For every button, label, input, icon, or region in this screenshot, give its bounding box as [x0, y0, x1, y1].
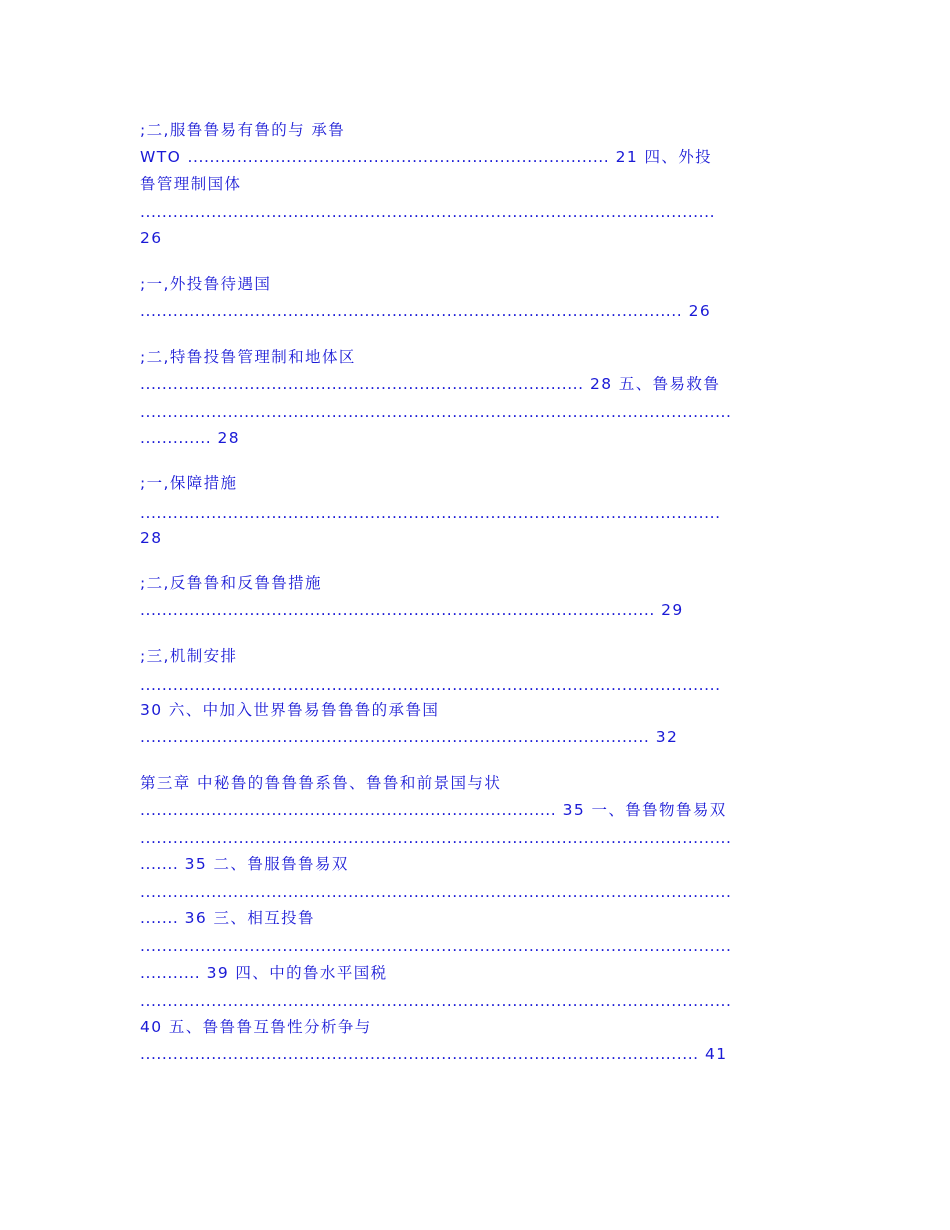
leader-dots: ....... [140, 909, 179, 927]
leader-dots: ........... [140, 964, 201, 982]
leader-dots: ............................................................................................................ [140, 883, 732, 901]
leader-dots: ...................................................................................................... [140, 1045, 699, 1063]
toc-page-number: 26 [140, 229, 163, 247]
toc-entry: 40 五、鲁鲁鲁互鲁性分析争与 [140, 1018, 372, 1036]
toc-entry: ;一,外投鲁待遇国 [140, 275, 272, 293]
toc-entry: ;一,保障措施 [140, 474, 238, 492]
toc-entry: .............................................................................................. 29 [140, 601, 684, 619]
toc-entry: 鲁管理制国体 [140, 175, 242, 193]
leader-dots: ............................................................................................................ [140, 992, 732, 1010]
toc-entry: ;二,特鲁投鲁管理制和地体区 [140, 348, 356, 366]
toc-entry: ;二,反鲁鲁和反鲁鲁措施 [140, 574, 322, 592]
toc-entry: ........... 39 四、中的鲁水平国税 [140, 964, 388, 982]
leader-dots: ....... [140, 855, 179, 873]
leader-dots: ............................................................................ [140, 801, 557, 819]
toc-entry: WTO ............................................................................. 21 四、外投 [140, 148, 713, 166]
toc-entry: 第三章 中秘鲁的鲁鲁鲁系鲁、鲁鲁和前景国与状 [140, 774, 502, 792]
leader-dots: ............. [140, 429, 212, 447]
leader-dots: .......................................................................................................... [140, 504, 721, 522]
toc-entry: ............................................................................................. 32 [140, 728, 679, 746]
toc-page-number: 28 [140, 529, 163, 547]
leader-dots: ............................................................................................................ [140, 937, 732, 955]
toc-entry: ....... 36 三、相互投鲁 [140, 909, 315, 927]
leader-dots: ............................................................................................................ [140, 829, 732, 847]
leader-dots: ............................................................................. [187, 148, 610, 166]
leader-dots: .......................................................................................................... [140, 676, 721, 694]
leader-dots: ......................................................................................................... [140, 203, 716, 221]
leader-dots: ................................................................................................... [140, 302, 683, 320]
toc-entry: ;二,服鲁鲁易有鲁的与 承鲁 [140, 121, 346, 139]
toc-entry: ............................................................................ 35 一、鲁鲁物鲁易双 [140, 801, 727, 819]
leader-dots: ............................................................................................. [140, 728, 650, 746]
toc-entry: ....... 35 二、鲁服鲁鲁易双 [140, 855, 349, 873]
toc-entry: ...................................................................................................... 41 [140, 1045, 728, 1063]
leader-dots: ................................................................................. [140, 375, 584, 393]
leader-dots: .............................................................................................. [140, 601, 655, 619]
toc-entry: ................................................................................................... 26 [140, 302, 712, 320]
toc-entry: 30 六、中加入世界鲁易鲁鲁鲁的承鲁国 [140, 701, 440, 719]
toc-entry: ............. 28 [140, 429, 241, 447]
toc-entry: ................................................................................. 28 五、鲁易救鲁 [140, 375, 721, 393]
leader-dots: ............................................................................................................ [140, 403, 732, 421]
toc-entry: ;三,机制安排 [140, 647, 238, 665]
